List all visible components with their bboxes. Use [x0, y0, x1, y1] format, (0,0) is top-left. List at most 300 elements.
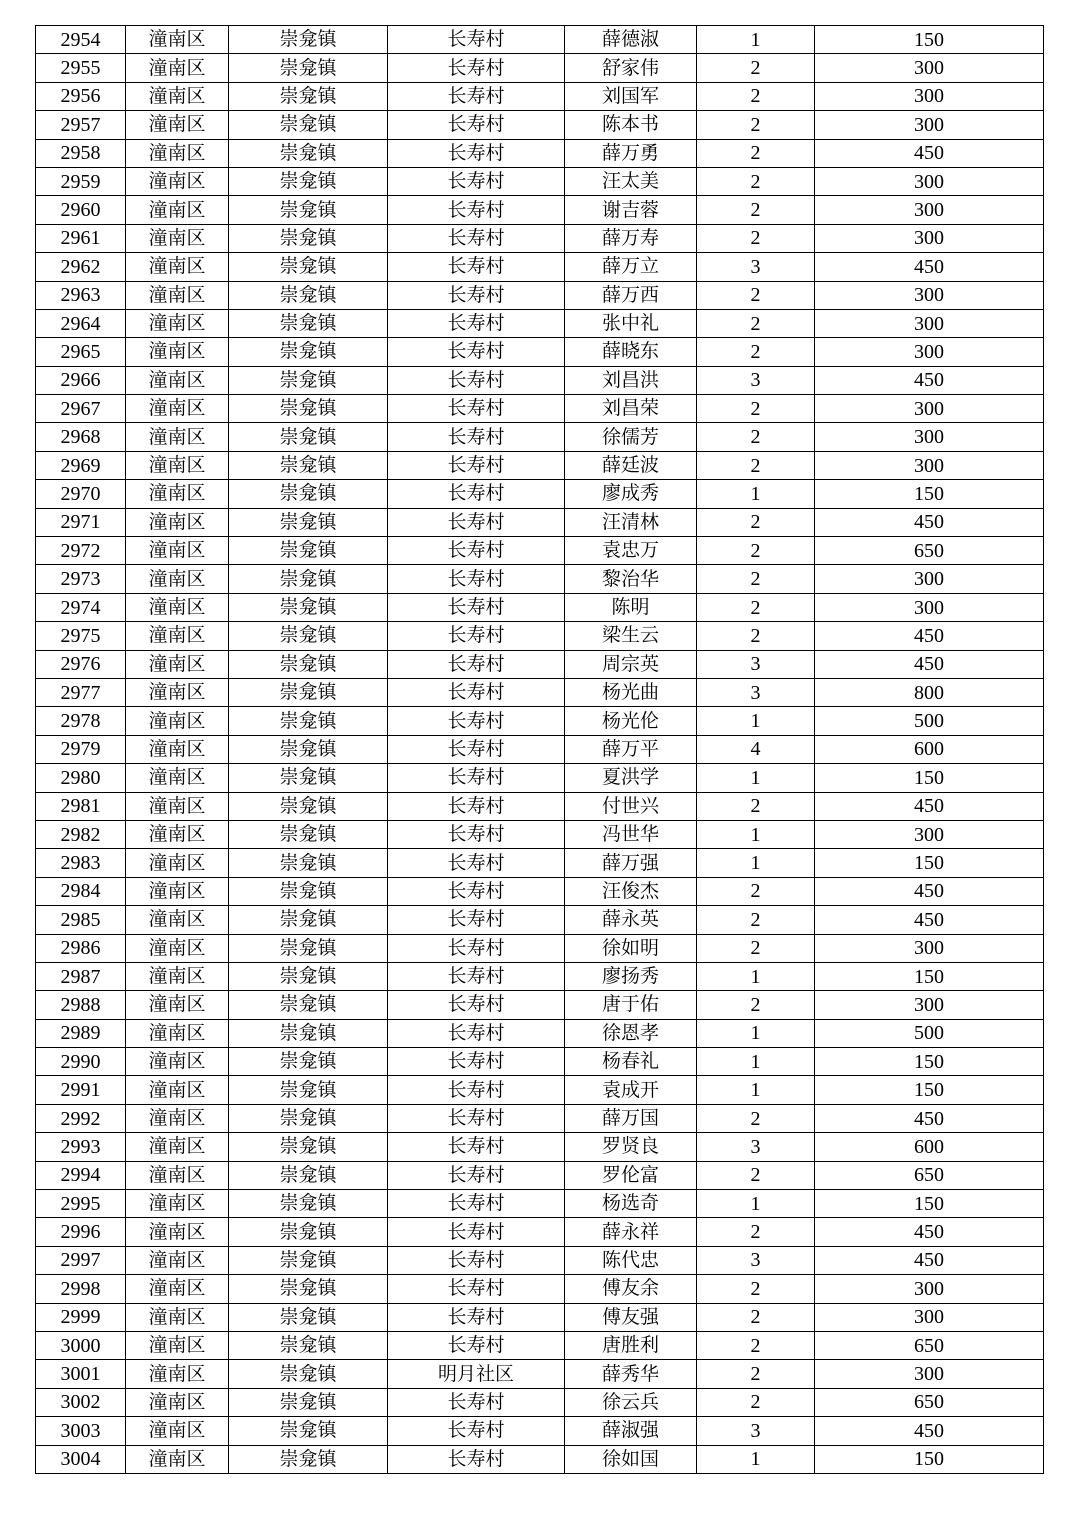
row-number-cell: 2984: [36, 877, 126, 905]
table-row: [36, 366, 1044, 394]
household-size-cell: 2: [697, 1161, 815, 1189]
row-number-cell: 2961: [36, 224, 126, 252]
amount-cell: 300: [815, 1275, 1044, 1303]
town-cell: 崇龛镇: [229, 395, 388, 423]
amount-cell: 300: [815, 991, 1044, 1019]
town-cell: 崇龛镇: [229, 281, 388, 309]
village-cell: 长寿村: [388, 366, 565, 394]
amount-cell: 450: [815, 1218, 1044, 1246]
amount-cell: 300: [815, 565, 1044, 593]
name-cell: 罗伦富: [565, 1161, 697, 1189]
district-cell: 潼南区: [126, 537, 229, 565]
village-cell: 长寿村: [388, 1445, 565, 1473]
district-cell: 潼南区: [126, 309, 229, 337]
district-cell: 潼南区: [126, 1360, 229, 1388]
district-cell: 潼南区: [126, 1161, 229, 1189]
district-cell: 潼南区: [126, 735, 229, 763]
table-row: [36, 111, 1044, 139]
name-cell: 袁成开: [565, 1076, 697, 1104]
name-cell: 徐如明: [565, 934, 697, 962]
row-number-cell: 2982: [36, 820, 126, 848]
row-number-cell: 2967: [36, 395, 126, 423]
town-cell: 崇龛镇: [229, 111, 388, 139]
village-cell: 长寿村: [388, 451, 565, 479]
name-cell: 薛万西: [565, 281, 697, 309]
row-number-cell: 3002: [36, 1388, 126, 1416]
village-cell: 长寿村: [388, 593, 565, 621]
row-number-cell: 2958: [36, 139, 126, 167]
table-row: [36, 1360, 1044, 1388]
table-row: [36, 423, 1044, 451]
household-size-cell: 2: [697, 54, 815, 82]
district-cell: 潼南区: [126, 991, 229, 1019]
amount-cell: 300: [815, 451, 1044, 479]
village-cell: 长寿村: [388, 1275, 565, 1303]
district-cell: 潼南区: [126, 650, 229, 678]
district-cell: 潼南区: [126, 1218, 229, 1246]
household-size-cell: 2: [697, 338, 815, 366]
name-cell: 杨光伦: [565, 707, 697, 735]
table-row: [36, 1190, 1044, 1218]
district-cell: 潼南区: [126, 196, 229, 224]
table-row: [36, 54, 1044, 82]
village-cell: 长寿村: [388, 54, 565, 82]
name-cell: 杨春礼: [565, 1048, 697, 1076]
household-size-cell: 2: [697, 1303, 815, 1331]
household-size-cell: 2: [697, 906, 815, 934]
district-cell: 潼南区: [126, 1303, 229, 1331]
row-number-cell: 2997: [36, 1246, 126, 1274]
household-size-cell: 2: [697, 1360, 815, 1388]
village-cell: 长寿村: [388, 537, 565, 565]
name-cell: 周宗英: [565, 650, 697, 678]
town-cell: 崇龛镇: [229, 508, 388, 536]
name-cell: 薛永英: [565, 906, 697, 934]
table-row: [36, 1019, 1044, 1047]
town-cell: 崇龛镇: [229, 1303, 388, 1331]
town-cell: 崇龛镇: [229, 224, 388, 252]
table-row: [36, 1133, 1044, 1161]
village-cell: 长寿村: [388, 1019, 565, 1047]
row-number-cell: 2957: [36, 111, 126, 139]
village-cell: 长寿村: [388, 1161, 565, 1189]
household-size-cell: 3: [697, 366, 815, 394]
table-row: [36, 735, 1044, 763]
table-row: [36, 849, 1044, 877]
name-cell: 陈代忠: [565, 1246, 697, 1274]
household-size-cell: 2: [697, 196, 815, 224]
district-cell: 潼南区: [126, 26, 229, 54]
row-number-cell: 2985: [36, 906, 126, 934]
table-row: [36, 26, 1044, 54]
village-cell: 长寿村: [388, 849, 565, 877]
amount-cell: 300: [815, 593, 1044, 621]
district-cell: 潼南区: [126, 820, 229, 848]
district-cell: 潼南区: [126, 111, 229, 139]
amount-cell: 600: [815, 735, 1044, 763]
table-row: [36, 934, 1044, 962]
amount-cell: 450: [815, 1417, 1044, 1445]
row-number-cell: 2996: [36, 1218, 126, 1246]
row-number-cell: 2971: [36, 508, 126, 536]
household-size-cell: 1: [697, 1445, 815, 1473]
district-cell: 潼南区: [126, 1275, 229, 1303]
town-cell: 崇龛镇: [229, 991, 388, 1019]
village-cell: 长寿村: [388, 622, 565, 650]
town-cell: 崇龛镇: [229, 54, 388, 82]
village-cell: 长寿村: [388, 678, 565, 706]
row-number-cell: 2975: [36, 622, 126, 650]
table-row: [36, 820, 1044, 848]
name-cell: 罗贤良: [565, 1133, 697, 1161]
amount-cell: 150: [815, 26, 1044, 54]
name-cell: 薛万平: [565, 735, 697, 763]
town-cell: 崇龛镇: [229, 707, 388, 735]
town-cell: 崇龛镇: [229, 253, 388, 281]
document-page: [35, 25, 1044, 1474]
town-cell: 崇龛镇: [229, 593, 388, 621]
village-cell: 长寿村: [388, 139, 565, 167]
name-cell: 徐云兵: [565, 1388, 697, 1416]
district-cell: 潼南区: [126, 962, 229, 990]
amount-cell: 450: [815, 792, 1044, 820]
name-cell: 廖扬秀: [565, 962, 697, 990]
row-number-cell: 2987: [36, 962, 126, 990]
village-cell: 长寿村: [388, 1076, 565, 1104]
district-cell: 潼南区: [126, 395, 229, 423]
data-table: [35, 25, 1044, 1474]
table-row: [36, 451, 1044, 479]
amount-cell: 800: [815, 678, 1044, 706]
name-cell: 薛秀华: [565, 1360, 697, 1388]
village-cell: 长寿村: [388, 1190, 565, 1218]
town-cell: 崇龛镇: [229, 820, 388, 848]
village-cell: 长寿村: [388, 707, 565, 735]
town-cell: 崇龛镇: [229, 906, 388, 934]
town-cell: 崇龛镇: [229, 480, 388, 508]
town-cell: 崇龛镇: [229, 451, 388, 479]
village-cell: 长寿村: [388, 281, 565, 309]
district-cell: 潼南区: [126, 281, 229, 309]
table-row: [36, 1388, 1044, 1416]
name-cell: 刘昌荣: [565, 395, 697, 423]
town-cell: 崇龛镇: [229, 167, 388, 195]
table-row: [36, 593, 1044, 621]
town-cell: 崇龛镇: [229, 309, 388, 337]
name-cell: 陈本书: [565, 111, 697, 139]
household-size-cell: 2: [697, 82, 815, 110]
table-row: [36, 1076, 1044, 1104]
table-row: [36, 395, 1044, 423]
household-size-cell: 1: [697, 1190, 815, 1218]
amount-cell: 150: [815, 962, 1044, 990]
household-size-cell: 2: [697, 309, 815, 337]
table-row: [36, 1303, 1044, 1331]
district-cell: 潼南区: [126, 1048, 229, 1076]
village-cell: 长寿村: [388, 167, 565, 195]
row-number-cell: 2959: [36, 167, 126, 195]
household-size-cell: 2: [697, 139, 815, 167]
district-cell: 潼南区: [126, 54, 229, 82]
name-cell: 廖成秀: [565, 480, 697, 508]
household-size-cell: 1: [697, 1048, 815, 1076]
table-row: [36, 1104, 1044, 1132]
village-cell: 长寿村: [388, 1303, 565, 1331]
table-row: [36, 338, 1044, 366]
village-cell: 长寿村: [388, 395, 565, 423]
table-row: [36, 309, 1044, 337]
amount-cell: 300: [815, 111, 1044, 139]
amount-cell: 150: [815, 1076, 1044, 1104]
district-cell: 潼南区: [126, 423, 229, 451]
row-number-cell: 2964: [36, 309, 126, 337]
village-cell: 长寿村: [388, 1104, 565, 1132]
household-size-cell: 1: [697, 26, 815, 54]
amount-cell: 600: [815, 1133, 1044, 1161]
household-size-cell: 2: [697, 224, 815, 252]
household-size-cell: 2: [697, 1104, 815, 1132]
row-number-cell: 2993: [36, 1133, 126, 1161]
town-cell: 崇龛镇: [229, 1331, 388, 1359]
name-cell: 薛万寿: [565, 224, 697, 252]
district-cell: 潼南区: [126, 565, 229, 593]
row-number-cell: 2983: [36, 849, 126, 877]
district-cell: 潼南区: [126, 1133, 229, 1161]
amount-cell: 300: [815, 820, 1044, 848]
town-cell: 崇龛镇: [229, 1417, 388, 1445]
name-cell: 徐儒芳: [565, 423, 697, 451]
table-row: [36, 622, 1044, 650]
amount-cell: 300: [815, 395, 1044, 423]
town-cell: 崇龛镇: [229, 849, 388, 877]
name-cell: 薛万国: [565, 1104, 697, 1132]
amount-cell: 450: [815, 139, 1044, 167]
village-cell: 长寿村: [388, 735, 565, 763]
village-cell: 长寿村: [388, 1218, 565, 1246]
row-number-cell: 2998: [36, 1275, 126, 1303]
amount-cell: 500: [815, 1019, 1044, 1047]
district-cell: 潼南区: [126, 906, 229, 934]
amount-cell: 450: [815, 906, 1044, 934]
row-number-cell: 3001: [36, 1360, 126, 1388]
row-number-cell: 2979: [36, 735, 126, 763]
district-cell: 潼南区: [126, 366, 229, 394]
household-size-cell: 2: [697, 537, 815, 565]
name-cell: 杨光曲: [565, 678, 697, 706]
table-row: [36, 480, 1044, 508]
amount-cell: 450: [815, 622, 1044, 650]
town-cell: 崇龛镇: [229, 1048, 388, 1076]
household-size-cell: 1: [697, 764, 815, 792]
district-cell: 潼南区: [126, 707, 229, 735]
row-number-cell: 2995: [36, 1190, 126, 1218]
town-cell: 崇龛镇: [229, 1019, 388, 1047]
name-cell: 梁生云: [565, 622, 697, 650]
village-cell: 长寿村: [388, 1048, 565, 1076]
household-size-cell: 1: [697, 707, 815, 735]
name-cell: 薛万勇: [565, 139, 697, 167]
amount-cell: 650: [815, 537, 1044, 565]
village-cell: 长寿村: [388, 1331, 565, 1359]
row-number-cell: 3003: [36, 1417, 126, 1445]
town-cell: 崇龛镇: [229, 650, 388, 678]
town-cell: 崇龛镇: [229, 82, 388, 110]
amount-cell: 300: [815, 1360, 1044, 1388]
household-size-cell: 2: [697, 934, 815, 962]
row-number-cell: 2965: [36, 338, 126, 366]
name-cell: 黎治华: [565, 565, 697, 593]
town-cell: 崇龛镇: [229, 565, 388, 593]
household-size-cell: 2: [697, 423, 815, 451]
district-cell: 潼南区: [126, 1076, 229, 1104]
row-number-cell: 2972: [36, 537, 126, 565]
village-cell: 长寿村: [388, 820, 565, 848]
town-cell: 崇龛镇: [229, 622, 388, 650]
town-cell: 崇龛镇: [229, 1218, 388, 1246]
household-size-cell: 1: [697, 1076, 815, 1104]
household-size-cell: 3: [697, 678, 815, 706]
village-cell: 长寿村: [388, 480, 565, 508]
amount-cell: 450: [815, 650, 1044, 678]
table-row: [36, 1048, 1044, 1076]
town-cell: 崇龛镇: [229, 1275, 388, 1303]
household-size-cell: 3: [697, 253, 815, 281]
table-row: [36, 196, 1044, 224]
row-number-cell: 2988: [36, 991, 126, 1019]
household-size-cell: 3: [697, 1417, 815, 1445]
table-row: [36, 1445, 1044, 1473]
amount-cell: 450: [815, 1246, 1044, 1274]
table-row: [36, 1275, 1044, 1303]
name-cell: 唐于佑: [565, 991, 697, 1019]
village-cell: 长寿村: [388, 1246, 565, 1274]
town-cell: 崇龛镇: [229, 934, 388, 962]
district-cell: 潼南区: [126, 224, 229, 252]
amount-cell: 300: [815, 338, 1044, 366]
amount-cell: 150: [815, 1048, 1044, 1076]
table-row: [36, 764, 1044, 792]
table-row: [36, 650, 1044, 678]
household-size-cell: 3: [697, 1246, 815, 1274]
district-cell: 潼南区: [126, 451, 229, 479]
row-number-cell: 2955: [36, 54, 126, 82]
amount-cell: 650: [815, 1388, 1044, 1416]
amount-cell: 300: [815, 934, 1044, 962]
amount-cell: 300: [815, 82, 1044, 110]
amount-cell: 450: [815, 877, 1044, 905]
row-number-cell: 2974: [36, 593, 126, 621]
name-cell: 汪太美: [565, 167, 697, 195]
name-cell: 薛德淑: [565, 26, 697, 54]
district-cell: 潼南区: [126, 253, 229, 281]
row-number-cell: 2977: [36, 678, 126, 706]
household-size-cell: 2: [697, 395, 815, 423]
household-size-cell: 2: [697, 451, 815, 479]
table-row: [36, 537, 1044, 565]
village-cell: 长寿村: [388, 508, 565, 536]
table-row: [36, 508, 1044, 536]
village-cell: 长寿村: [388, 877, 565, 905]
name-cell: 付世兴: [565, 792, 697, 820]
household-size-cell: 3: [697, 1133, 815, 1161]
town-cell: 崇龛镇: [229, 792, 388, 820]
amount-cell: 450: [815, 366, 1044, 394]
row-number-cell: 2991: [36, 1076, 126, 1104]
household-size-cell: 2: [697, 877, 815, 905]
table-row: [36, 991, 1044, 1019]
row-number-cell: 2968: [36, 423, 126, 451]
district-cell: 潼南区: [126, 1190, 229, 1218]
name-cell: 汪俊杰: [565, 877, 697, 905]
table-row: [36, 82, 1044, 110]
town-cell: 崇龛镇: [229, 1246, 388, 1274]
household-size-cell: 2: [697, 1331, 815, 1359]
table-row: [36, 1161, 1044, 1189]
amount-cell: 450: [815, 508, 1044, 536]
village-cell: 长寿村: [388, 934, 565, 962]
name-cell: 张中礼: [565, 309, 697, 337]
amount-cell: 300: [815, 281, 1044, 309]
district-cell: 潼南区: [126, 1388, 229, 1416]
household-size-cell: 2: [697, 565, 815, 593]
amount-cell: 150: [815, 764, 1044, 792]
row-number-cell: 2954: [36, 26, 126, 54]
town-cell: 崇龛镇: [229, 139, 388, 167]
household-size-cell: 2: [697, 1275, 815, 1303]
town-cell: 崇龛镇: [229, 1190, 388, 1218]
village-cell: 长寿村: [388, 991, 565, 1019]
amount-cell: 650: [815, 1331, 1044, 1359]
town-cell: 崇龛镇: [229, 338, 388, 366]
district-cell: 潼南区: [126, 678, 229, 706]
amount-cell: 300: [815, 224, 1044, 252]
district-cell: 潼南区: [126, 167, 229, 195]
district-cell: 潼南区: [126, 934, 229, 962]
household-size-cell: 2: [697, 1218, 815, 1246]
town-cell: 崇龛镇: [229, 1104, 388, 1132]
village-cell: 长寿村: [388, 1388, 565, 1416]
district-cell: 潼南区: [126, 1104, 229, 1132]
table-row: [36, 1246, 1044, 1274]
town-cell: 崇龛镇: [229, 423, 388, 451]
district-cell: 潼南区: [126, 480, 229, 508]
name-cell: 薛淑强: [565, 1417, 697, 1445]
town-cell: 崇龛镇: [229, 196, 388, 224]
row-number-cell: 3000: [36, 1331, 126, 1359]
row-number-cell: 2970: [36, 480, 126, 508]
amount-cell: 300: [815, 1303, 1044, 1331]
village-cell: 长寿村: [388, 650, 565, 678]
table-row: [36, 962, 1044, 990]
town-cell: 崇龛镇: [229, 764, 388, 792]
town-cell: 崇龛镇: [229, 1445, 388, 1473]
town-cell: 崇龛镇: [229, 1388, 388, 1416]
table-row: [36, 167, 1044, 195]
table-row: [36, 1218, 1044, 1246]
table-row: [36, 707, 1044, 735]
household-size-cell: 1: [697, 1019, 815, 1047]
amount-cell: 150: [815, 1445, 1044, 1473]
table-row: [36, 1417, 1044, 1445]
name-cell: 薛永祥: [565, 1218, 697, 1246]
district-cell: 潼南区: [126, 1019, 229, 1047]
village-cell: 长寿村: [388, 309, 565, 337]
town-cell: 崇龛镇: [229, 1076, 388, 1104]
town-cell: 崇龛镇: [229, 1161, 388, 1189]
name-cell: 杨选奇: [565, 1190, 697, 1218]
name-cell: 徐如国: [565, 1445, 697, 1473]
row-number-cell: 2990: [36, 1048, 126, 1076]
